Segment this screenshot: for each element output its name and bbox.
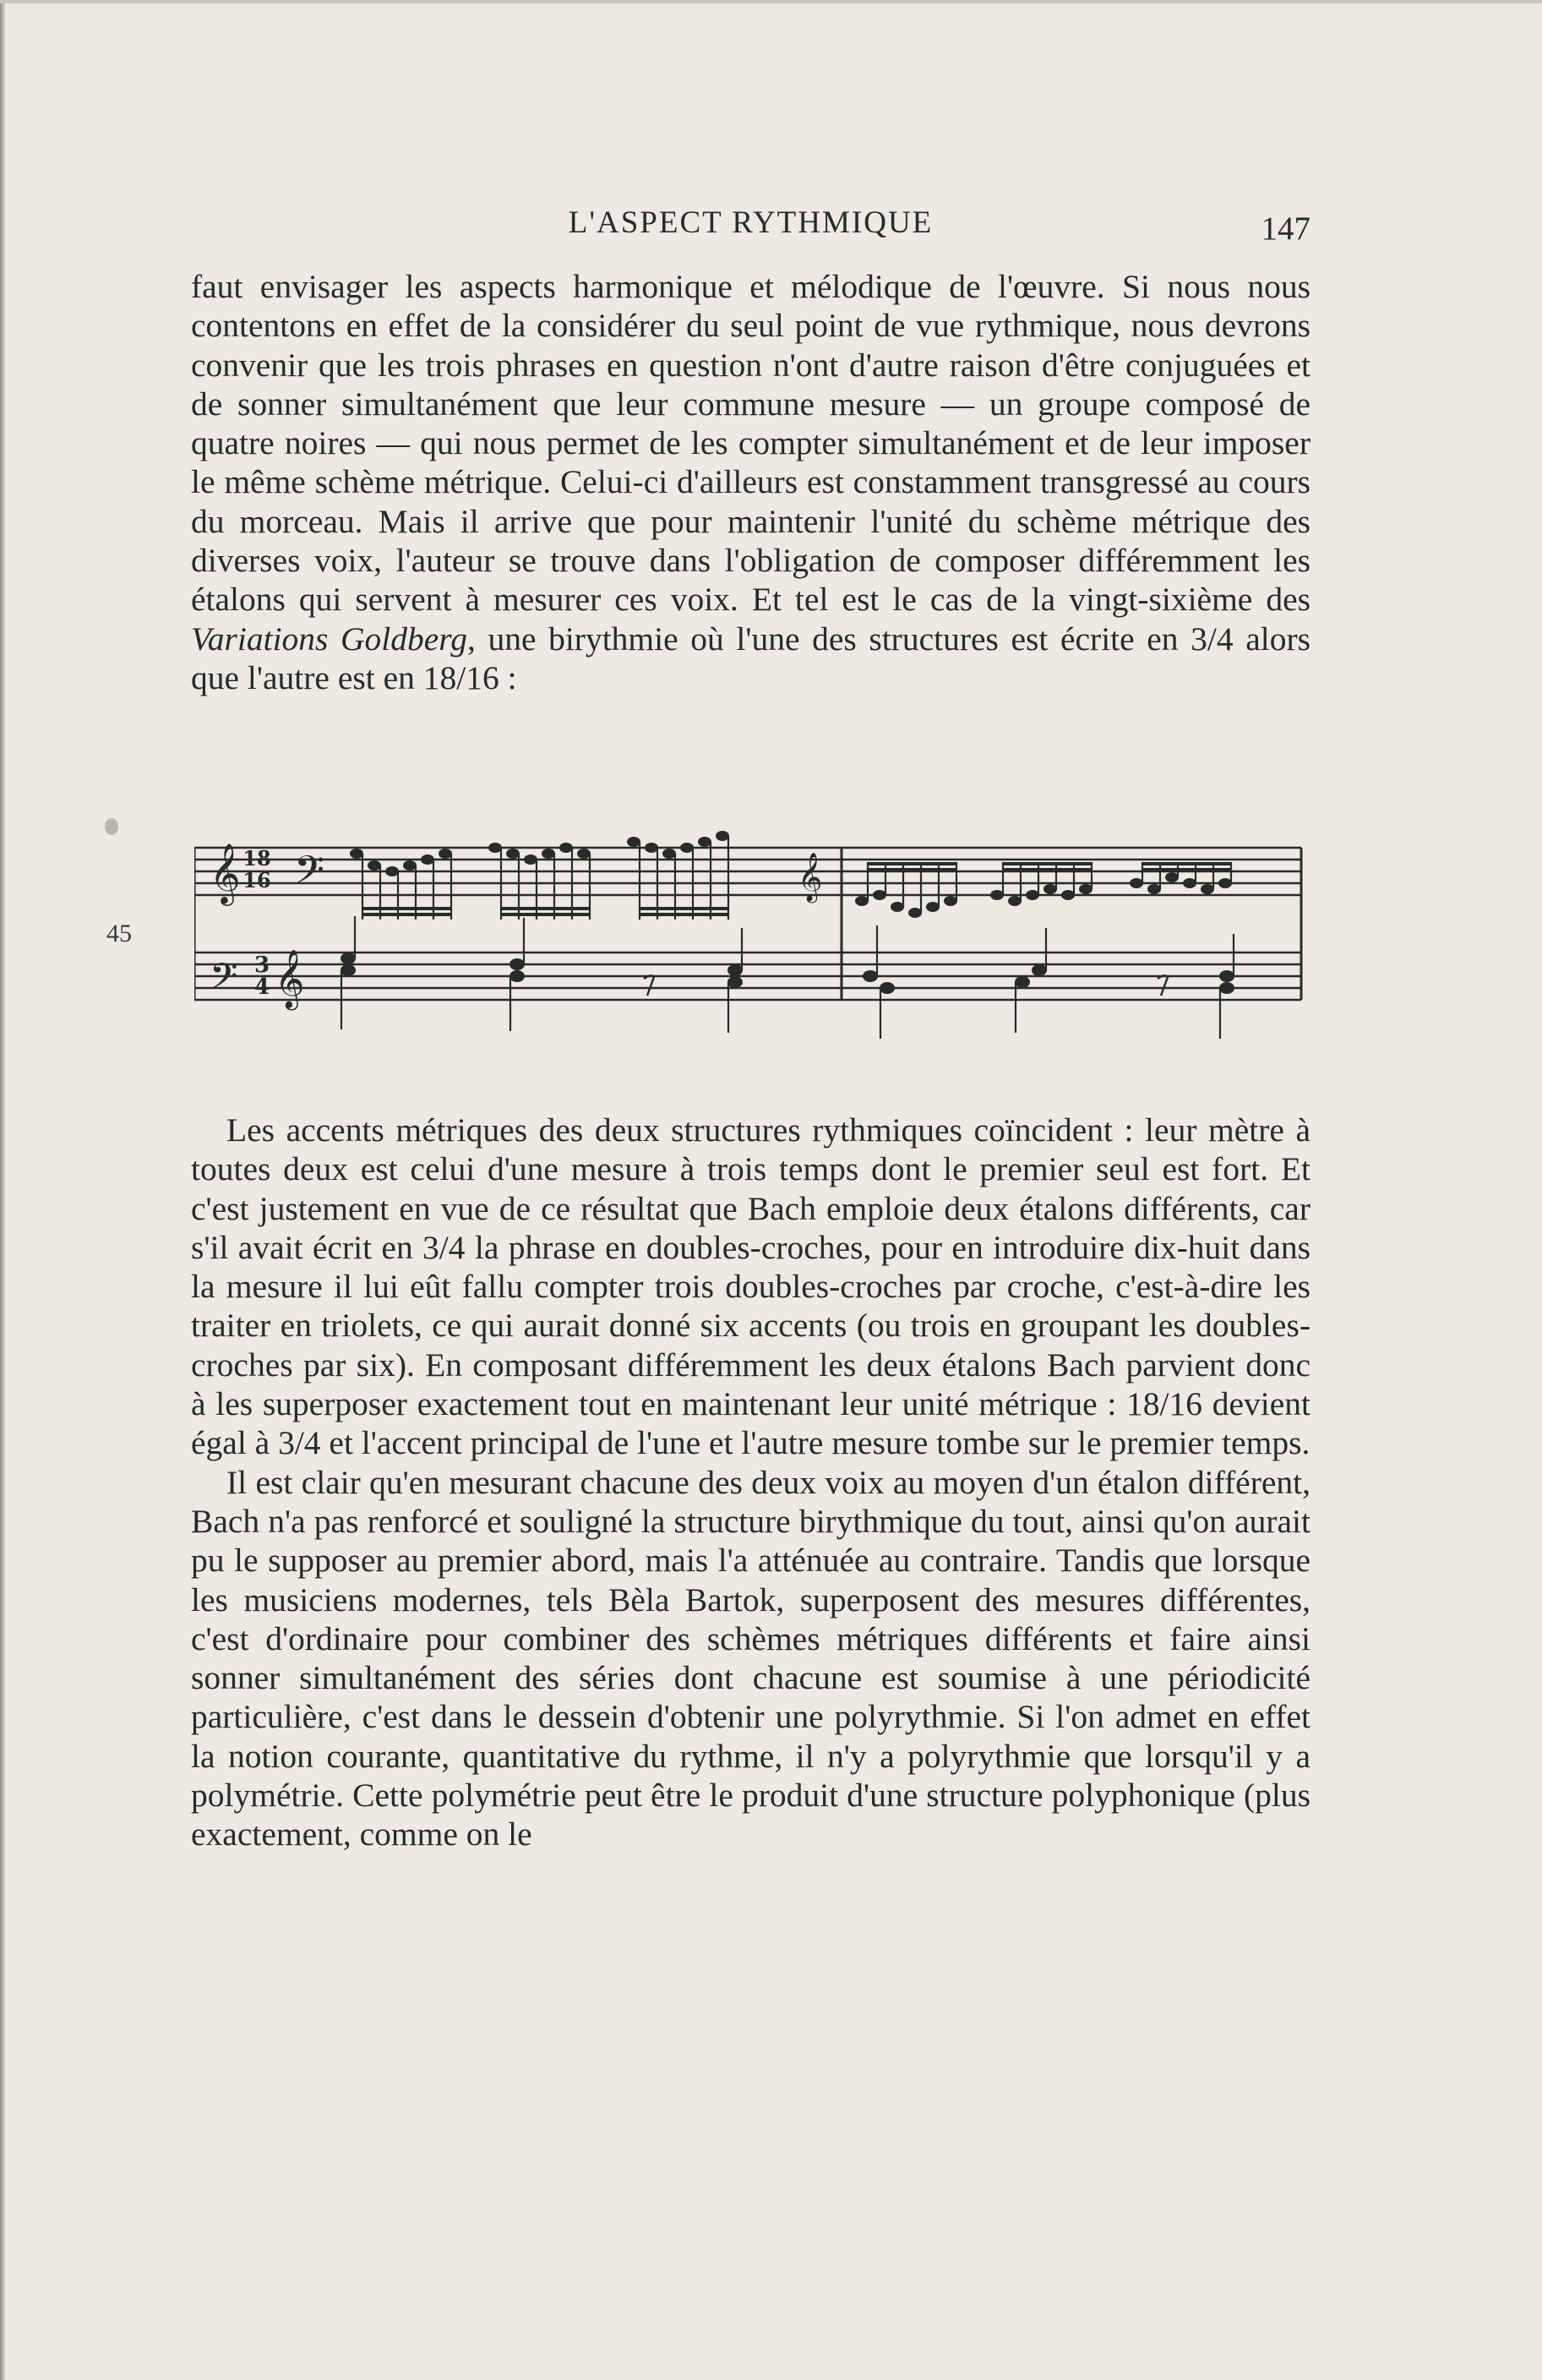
sixteenth-notes [350,831,1232,920]
note-head [385,866,399,876]
lower-staff [194,953,1301,1000]
note-head [645,843,658,853]
note-head [1026,890,1039,900]
lower-time-numerator: 3 [253,953,270,978]
beam [868,862,956,865]
note-head [944,896,957,906]
running-head [191,201,1310,247]
beam [362,913,451,916]
note-head [439,849,452,859]
note-head [926,902,940,912]
note-head [990,890,1004,900]
page-edge-top [0,0,1542,3]
note-head [1032,964,1047,976]
note-head [1061,890,1075,900]
beam [501,907,590,910]
note-head [727,976,743,988]
beam [1142,862,1231,865]
treble-clef-icon: 𝄞 [210,842,241,903]
paragraph: Les accents métriques des deux structures rythmiques coïncident : leur mètre à toutes deux est celui d'une mesure à trois temps dont le premier seul est fort. Et c'est justement en vue de ce résultat que Bach emploie deux étalons différents, car s'il avait écrit en 3/4 la phrase en doubles-croches, pour en introduire dix-huit dans la mesure il lui eût fallu compter trois doubles-croches par croche, c'est-à-dire les traiter en triolets, ce qui aurait donné six accents (ou trois en groupant les doubles-croches par six). En composant différemment les deux étalons Bach parvient donc à les superposer exactement tout en maintenant leur unité métrique : 18/16 devient égal à 3/4 et l'accent principal de l'une et l'autre mesure tombe sur le premier temps. [191,1111,1310,1462]
note-head [727,964,743,976]
note-head [1130,878,1143,888]
note-head [488,843,502,853]
note-head [1201,884,1214,894]
note-head [368,860,381,871]
running-title: L'ASPECT RYTHMIQUE [568,205,934,240]
upper-time-numerator: 18 [242,846,271,871]
bass-clef-icon: 𝄢 [294,848,325,903]
note-head [403,860,417,871]
paragraph-continued: faut envisager les aspects harmonique et mélodique de l'œuvre. Si nous nous contentons en effet de la considérer du seul point de vue rythmique, nous devrons convenir que les trois phrases en question n'ont d'autre raison d'être conjuguées et de sonner simultanément que leur commune mesure — un groupe composé de quatre noires — qui nous permet de les compter simultanément et de leur imposer le même schème métrique. Celui-ci d'ailleurs est constamment transgressé au cours du morceau. Mais il arrive que pour maintenir l'unité du schème métrique des diverses voix, l'auteur se trouve dans l'obligation de composer différemment les étalons qui servent à mesurer ces voix. Et tel est le cas de la vingt-sixième des Variations Goldberg, une birythmie où l'une des structures est écrite en 3/4 alors que l'autre est en 18/16 : [191,268,1311,696]
note-head [1219,970,1234,982]
paragraph: Il est clair qu'en mesurant chacune des deux voix au moyen d'un étalon différent, Bach n'a pas renforcé et souligné la structure birythmique du tout, ainsi qu'on aurait pu le supposer au premier abord, mais l'a atténuée au contraire. Tandis que lorsque les musiciens modernes, tels Bèla Bartok, superposent des mesures différentes, c'est d'ordinaire pour combiner des schèmes métriques différents et faire ainsi sonner simultanément des séries dont chacune est soumise à une périodicité particulière, c'est dans le dessein d'obtenir une polyrythmie. Si l'on admet en effet la notion courante, quantitative du rythme, il n'y a polyrythmie que lorsqu'il y a polymétrie. Cette polymétrie peut être le produit d'une structure polyphonique (plus exactement, comme on le [191,1463,1310,1853]
beam [640,913,728,916]
note-head [873,890,886,900]
note-head [1079,884,1092,894]
note-head [1183,878,1196,888]
treble-clef-icon: 𝄞 [798,852,823,901]
text-block-top [191,267,1310,697]
note-head [506,849,520,859]
note-head [716,831,729,841]
beam [1003,862,1092,865]
note-head [1043,884,1057,894]
music-score [194,828,1303,1073]
note-head [880,982,895,994]
note-head [542,849,555,859]
note-head [509,958,525,970]
note-head [627,837,640,847]
page-edge [0,0,5,2380]
beam [640,907,728,910]
text-block-bottom [191,1111,1310,1854]
note-head [1147,884,1161,894]
bass-notes [341,916,1234,1039]
note-head [559,843,573,853]
note-head [855,896,869,906]
note-head [1008,896,1022,906]
note-head [1165,872,1179,882]
note-head [698,837,711,847]
note-head [1219,982,1234,994]
note-head [863,970,878,982]
paper-spot [105,818,118,835]
note-head [577,849,591,859]
treble-clef-icon: 𝄞 [275,949,305,1008]
note-head [350,849,363,859]
note-head [662,849,676,859]
beam [1003,868,1092,871]
note-head [680,843,694,853]
note-head [908,908,922,918]
beam [362,907,451,910]
beam [1142,868,1231,871]
note-head [1218,878,1232,888]
lower-time-denominator: 4 [253,974,270,1000]
upper-time-denominator: 16 [242,868,271,892]
note-head [524,854,537,865]
beam [868,868,956,871]
note-head [341,964,356,976]
rest [1158,975,1168,996]
example-number: 45 [106,920,132,947]
note-head [891,902,904,912]
note-head [1015,976,1030,988]
beam [501,913,590,916]
note-head [421,854,434,865]
music-example [194,828,1303,1073]
rest [644,975,654,996]
page-number: 147 [1261,210,1310,247]
note-head [509,970,525,982]
work-title: Variations Goldberg [191,620,467,658]
bass-clef-icon: 𝄢 [210,956,238,1007]
note-head [341,953,356,964]
